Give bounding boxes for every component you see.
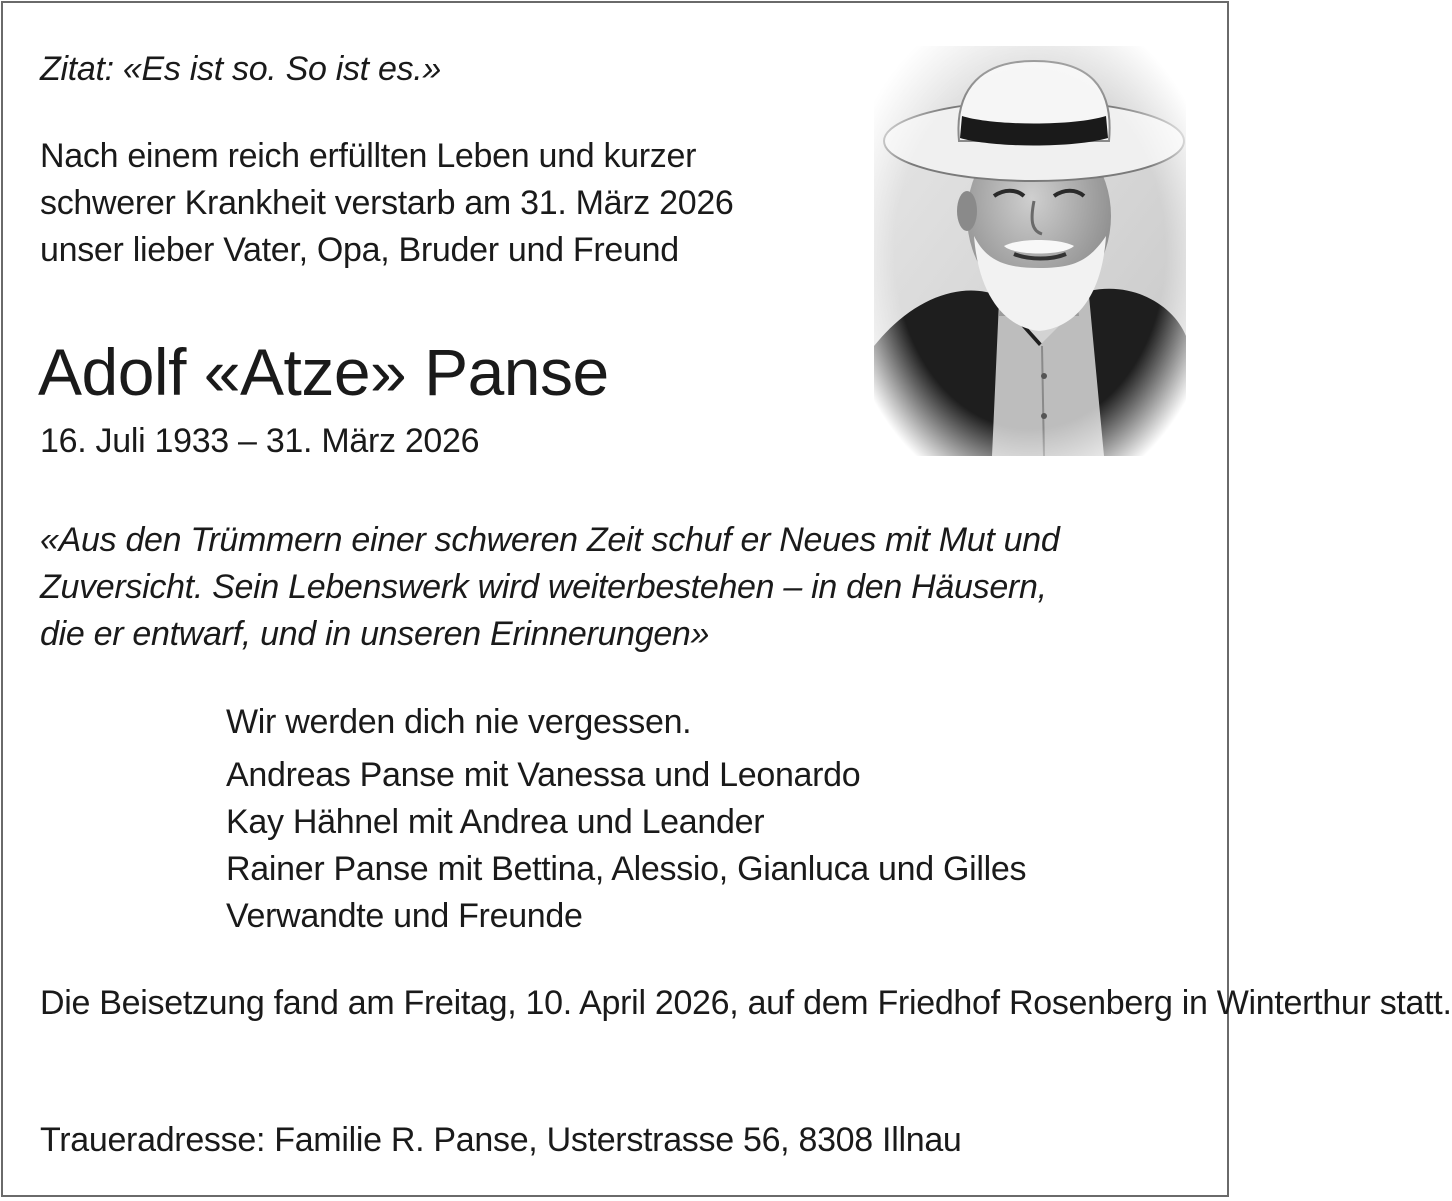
mourner-line: Rainer Panse mit Bettina, Alessio, Gianluca und Gilles bbox=[226, 850, 1027, 888]
memorial-quote-line: «Aus den Trümmern einer schweren Zeit schuf er Neues mit Mut und bbox=[40, 521, 1060, 559]
life-dates: 16. Juli 1933 – 31. März 2026 bbox=[40, 422, 480, 460]
memorial-quote-line: die er entwarf, und in unseren Erinnerungen» bbox=[40, 615, 710, 653]
memorial-quote bbox=[40, 517, 1060, 658]
portrait-photo bbox=[874, 46, 1186, 456]
mourners-list bbox=[226, 752, 1026, 940]
burial-line: Die Beisetzung fand am Freitag, 10. April 2026, auf dem Friedhof bbox=[40, 984, 1000, 1022]
mourner-line: Andreas Panse mit Vanessa und Leonardo bbox=[226, 756, 861, 794]
farewell-line: Wir werden dich nie vergessen. bbox=[226, 703, 692, 741]
memorial-quote-line: Zuversicht. Sein Lebenswerk wird weiterbestehen – in den Häusern, bbox=[40, 568, 1047, 606]
intro-line: unser lieber Vater, Opa, Bruder und Freund bbox=[40, 231, 679, 269]
intro-line: Nach einem reich erfüllten Leben und kurzer bbox=[40, 137, 697, 175]
mourner-line: Kay Hähnel mit Andrea und Leander bbox=[226, 803, 765, 841]
opening-quote: Zitat: «Es ist so. So ist es.» bbox=[40, 50, 442, 88]
burial-line: Rosenberg in Winterthur statt. bbox=[1008, 984, 1452, 1022]
mourning-address: Traueradresse: Familie R. Panse, Usterstrasse 56, 8308 Illnau bbox=[40, 1121, 962, 1159]
burial-info bbox=[40, 980, 1452, 1027]
deceased-name: Adolf «Atze» Panse bbox=[38, 335, 609, 409]
mourner-line: Verwandte und Freunde bbox=[226, 897, 583, 935]
intro-line: schwerer Krankheit verstarb am 31. März 2026 bbox=[40, 184, 734, 222]
intro-text bbox=[40, 133, 734, 274]
